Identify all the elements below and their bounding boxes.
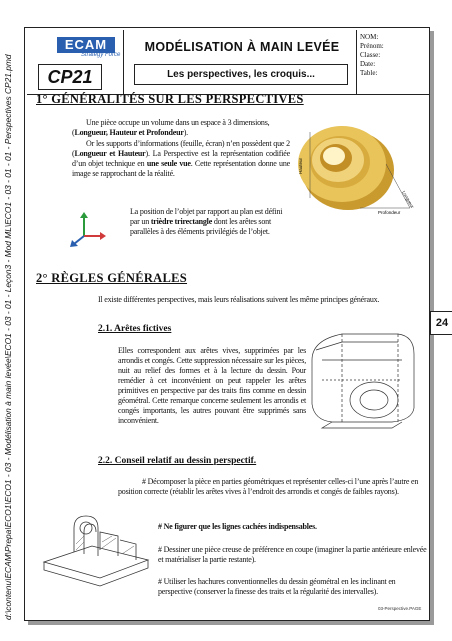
part-section-drawing bbox=[40, 510, 152, 588]
page-number: 24 bbox=[430, 311, 452, 335]
page-title: MODÉLISATION À MAIN LEVÉE bbox=[144, 40, 340, 54]
field-table: Table: bbox=[360, 69, 378, 77]
section22-paragraph3: # Dessiner une pièce creuse de préférence en coupe (imaginer la partie antérieure enlevée et matérialiser la partie restante). bbox=[158, 545, 427, 564]
field-nom: NOM: bbox=[360, 33, 379, 41]
page-subtitle: Les perspectives, les croquis... bbox=[134, 64, 348, 85]
dim-label-profondeur: Profondeur bbox=[378, 210, 401, 215]
part-perspective-image bbox=[290, 112, 420, 222]
dim-label-hauteur: Hauteur bbox=[298, 157, 303, 174]
field-prenom: Prénom: bbox=[360, 42, 384, 50]
section2-intro: Il existe différentes perspectives, mais leurs réalisations suivent les même principes généraux. bbox=[98, 295, 380, 304]
section21-text: Elles correspondent aux arêtes vives, supprimées par les arrondis et congés. Cette suppression nécessaire sur les pièces, nuit au relief des formes et à la lecture du dessin. Pour remédier à cet inconvénient on peut rappeler les arêtes primitives en perspective par des traits fins comme en dessin géométral. Cette remarque concerne seulement les arrondis et congés importants, les autres pouvant être supprimés sans inconvénient. bbox=[118, 346, 306, 425]
dim-label-longueur: Longueur bbox=[401, 190, 415, 209]
section1-title: 1° GÉNÉRALITÉS SUR LES PERSPECTIVES bbox=[36, 92, 304, 106]
header-divider bbox=[356, 30, 357, 94]
logo-box bbox=[27, 30, 124, 95]
section1-paragraph2: Or les supports d’informations (feuille, écran) n’en possèdent que 2 (Longueur et Hauteur). La Perspective est la représentation codifiée d’un objet technique en une seule vue. Cette représentation donne une image se rapprochant de la réalité. bbox=[72, 139, 290, 178]
side-margin-path: d:\contenu\ECAM\Prepa\ECO1\ECO1 - 03 - Modélisation à main levée\ECO1 - 03 - 01 - Leçon3 - Mod ML\ECO1 - 03 - 01 - 01 - Perspectives CP21.pmd bbox=[3, 54, 13, 620]
field-date: Date: bbox=[360, 60, 376, 68]
document-code: CP21 bbox=[38, 64, 102, 90]
section22-title: 2.2. Conseil relatif au dessin perspectif. bbox=[98, 456, 257, 466]
footer-file-label: 03-Perspective.PAGE bbox=[378, 606, 422, 611]
fictive-edges-drawing bbox=[302, 320, 422, 430]
field-classe: Classe: bbox=[360, 51, 381, 59]
ecam-logo-subtitle: Strategy Force bbox=[81, 52, 121, 58]
section21-title: 2.1. Arêtes fictives bbox=[98, 324, 172, 334]
title-box bbox=[133, 36, 351, 64]
section22-paragraph1: # Décomposer la pièce en parties géométriques et représenter celles-ci l’une après l’autre en position correcte (rétablir les arêtes vives à l’endroit des arrondis et congés de faibles rayons). bbox=[118, 477, 419, 496]
section22-paragraph2: # Ne figurer que les lignes cachées indispensables. bbox=[158, 522, 317, 531]
section1-paragraph1: Une pièce occupe un volume dans un espace à 3 dimensions, (Longueur, Hauteur et Profondeur). bbox=[72, 118, 270, 137]
ecam-logo: ECAM bbox=[57, 37, 115, 53]
section1-paragraph3: La position de l’objet par rapport au plan est défini par un trièdre trirectangle dont les arêtes sont parallèles à des éléments privilégiés de l’objet. bbox=[130, 207, 283, 236]
student-id-fields bbox=[360, 33, 384, 78]
axes-trihedron-icon bbox=[66, 212, 108, 248]
section2-title: 2° RÈGLES GÉNÉRALES bbox=[36, 271, 188, 285]
section22-paragraph4: # Utiliser les hachures conventionnelles du dessin géométral en les inclinant en perspective (conserver la finesse des traits et la régularité des intervalles). bbox=[158, 577, 396, 596]
